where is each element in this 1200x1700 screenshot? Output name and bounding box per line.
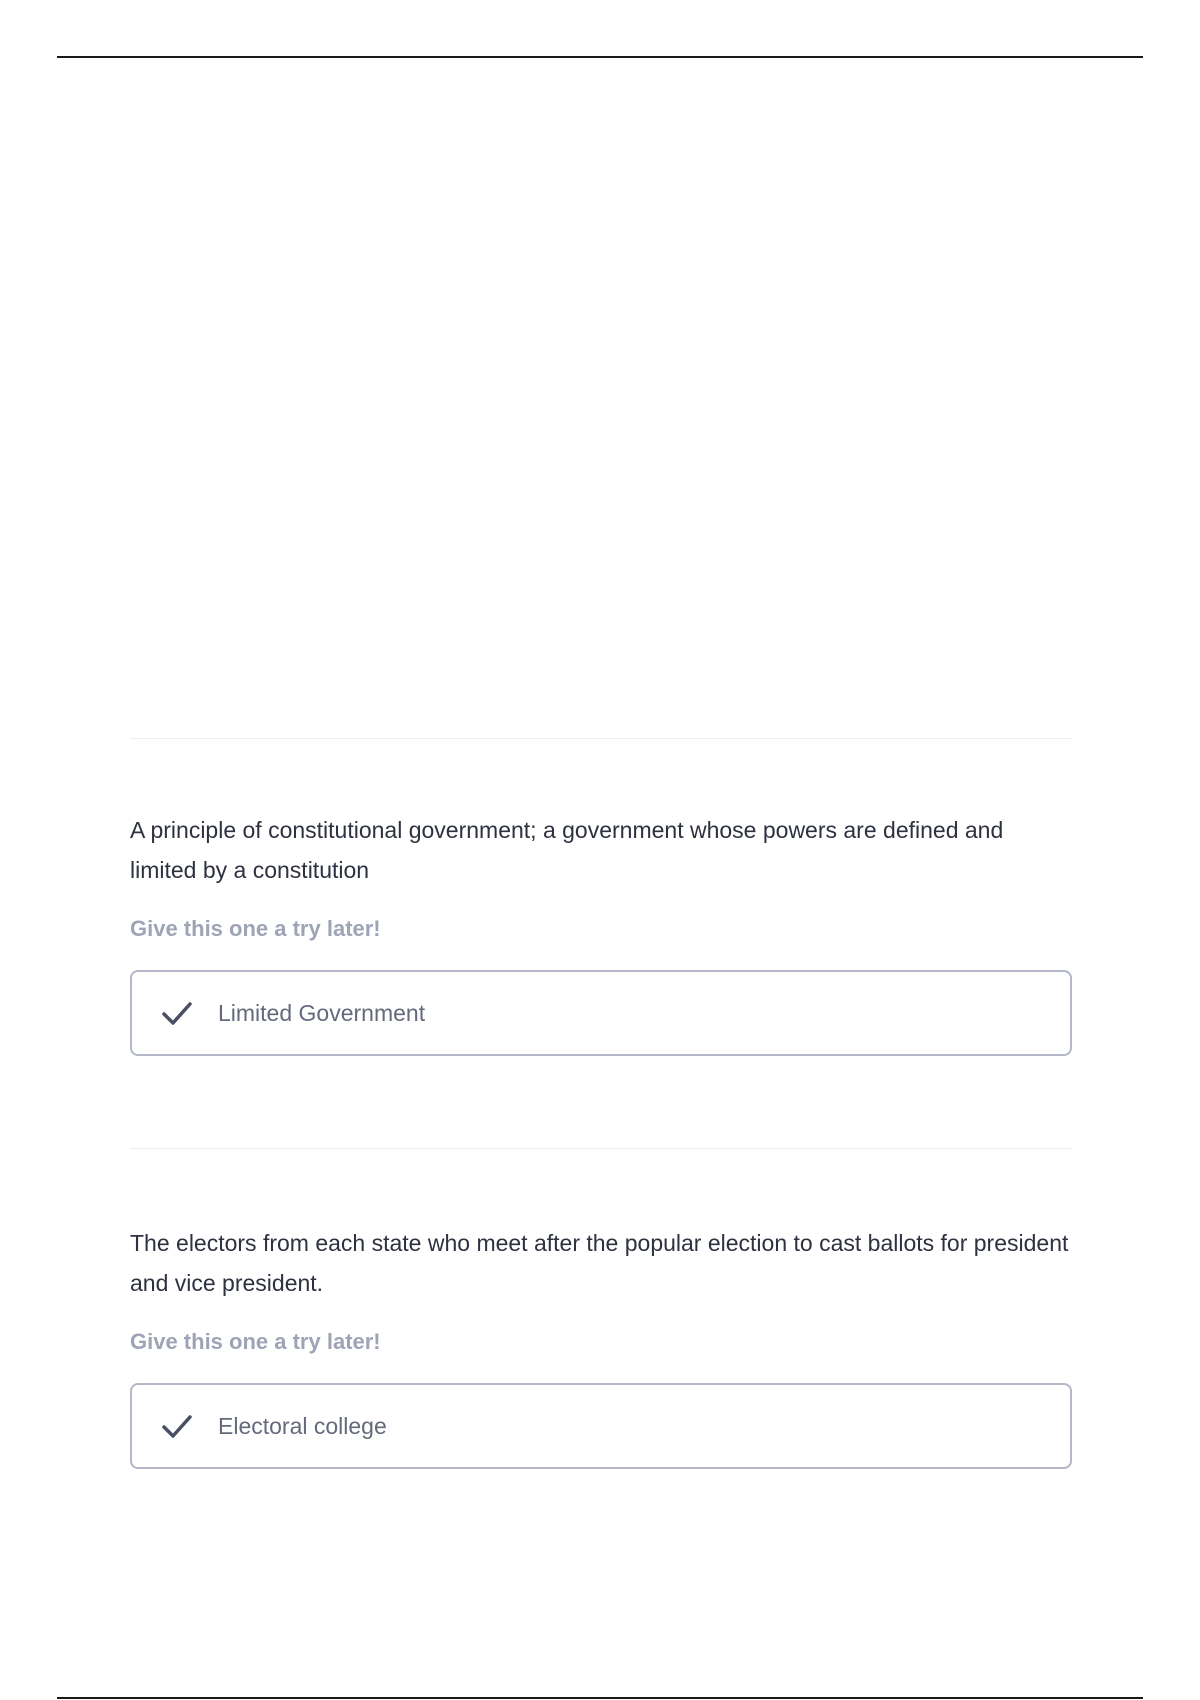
answer-text: Limited Government xyxy=(218,999,426,1026)
answer-option[interactable] xyxy=(130,1383,1072,1469)
answer-option[interactable] xyxy=(130,970,1072,1056)
flashcard-2 xyxy=(130,1223,1072,1469)
section-divider xyxy=(130,1148,1072,1149)
card-prompt: The electors from each state who meet after the popular election to cast ballots for president and vice president. xyxy=(130,1230,1069,1296)
card-prompt: A principle of constitutional government; a government whose powers are defined and limited by a constitution xyxy=(130,817,1004,883)
answer-text: Electoral college xyxy=(218,1412,387,1439)
section-divider xyxy=(130,738,1072,739)
check-icon xyxy=(160,996,194,1030)
flashcard-1 xyxy=(130,810,1072,1056)
card-hint: Give this one a try later! xyxy=(130,916,381,941)
card-hint: Give this one a try later! xyxy=(130,1329,381,1354)
check-icon xyxy=(160,1409,194,1443)
page-bottom-rule xyxy=(57,1697,1143,1699)
page-top-rule xyxy=(57,56,1143,58)
